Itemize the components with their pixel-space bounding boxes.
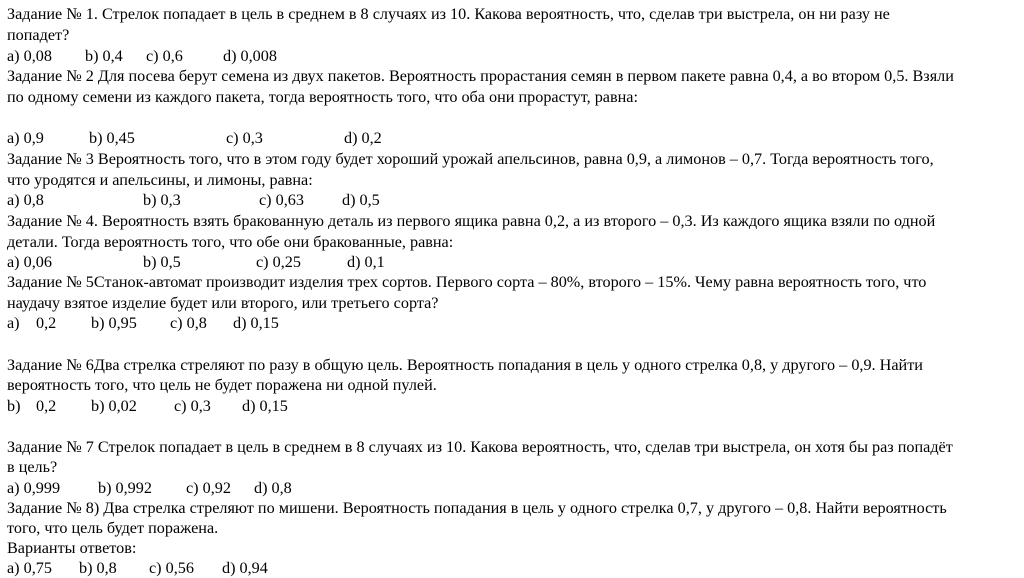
- task-3-option-d: d) 0,5: [342, 191, 380, 209]
- task-7-option-b: b) 0,992: [98, 479, 152, 497]
- task-6-option-a-value: 0,2: [36, 397, 57, 415]
- task-2-option-d: d) 0,2: [344, 129, 382, 147]
- task-8-question-line-1: Задание № 8) Два стрелка стреляют по мишени. Вероятность попадания в цель у одного стрелка 0,7, у другого – 0,8. Найти вероятность: [7, 499, 947, 517]
- task-7-option-c: c) 0,92: [186, 479, 231, 497]
- task-5-question-line-1: Задание № 5Станок-автомат производит изделия трех сортов. Первого сорта – 80%, второго – 15%. Чему равна вероятность того, что: [7, 273, 927, 291]
- task-6-option-b: b) 0,02: [91, 397, 137, 415]
- task-6-question-line-1: Задание № 6Два стрелка стреляют по разу в общую цель. Вероятность попадания в цель у одного стрелка 0,8, у другого – 0,9. Найти: [7, 356, 923, 374]
- task-5-option-a-value: 0,2: [36, 314, 57, 332]
- task-3-option-a: a) 0,8: [7, 191, 44, 209]
- task-5-option-a-label: a): [7, 314, 20, 332]
- task-6-option-d: d) 0,15: [242, 397, 288, 415]
- task-8-option-a: a) 0,75: [7, 559, 52, 577]
- task-3-option-c: c) 0,63: [259, 191, 304, 209]
- task-3-question-line-2: что уродятся и апельсины, и лимоны, равна:: [7, 171, 313, 189]
- task-4-option-a: a) 0,06: [7, 253, 52, 271]
- task-8-option-c: c) 0,56: [149, 559, 194, 577]
- task-6-question-line-2: вероятность того, что цель не будет поражена ни одной пулей.: [7, 376, 437, 394]
- task-5-option-d: d) 0,15: [233, 314, 279, 332]
- task-4-option-c: c) 0,25: [256, 253, 301, 271]
- task-4-option-b: b) 0,5: [143, 253, 181, 271]
- task-6-option-c: c) 0,3: [174, 397, 211, 415]
- task-1-option-c: c) 0,6: [146, 47, 183, 65]
- task-2-option-b: b) 0,45: [89, 129, 135, 147]
- task-8-answers-heading: Варианты ответов:: [7, 539, 137, 557]
- task-8-question-line-2: того, что цель будет поражена.: [7, 519, 219, 537]
- task-8-option-b: b) 0,8: [79, 559, 117, 577]
- task-5-option-c: c) 0,8: [170, 314, 207, 332]
- task-4-option-d: d) 0,1: [347, 253, 385, 271]
- task-2-question-line-2: по одному семени из каждого пакета, тогда вероятность того, что оба они прорастут, равна:: [7, 88, 638, 106]
- task-2-question-line-1: Задание № 2 Для посева берут семена из двух пакетов. Вероятность прорастания семян в первом пакете равна 0,4, а во втором 0,5. Взяли: [7, 67, 954, 85]
- task-6-option-a-label: b): [7, 397, 21, 415]
- task-1-question-line-2: попадет?: [7, 26, 70, 44]
- task-1-option-b: b) 0,4: [85, 47, 123, 65]
- task-8-option-d: d) 0,94: [222, 559, 268, 577]
- task-1-option-d: d) 0,008: [223, 47, 277, 65]
- task-2-option-c: c) 0,3: [226, 129, 263, 147]
- task-7-question-line-1: Задание № 7 Стрелок попадает в цель в среднем в 8 случаях из 10. Какова вероятность, что, сделав три выстрела, он хотя бы раз попадёт: [7, 438, 953, 456]
- task-1-option-a: a) 0,08: [7, 47, 52, 65]
- task-3-question-line-1: Задание № 3 Вероятность того, что в этом году будет хороший урожай апельсинов, равна 0,9, а лимонов – 0,7. Тогда вероятность того,: [7, 150, 934, 168]
- task-5-option-b: b) 0,95: [91, 314, 137, 332]
- task-7-option-d: d) 0,8: [254, 479, 292, 497]
- task-4-question-line-2: детали. Тогда вероятность того, что обе они бракованные, равна:: [7, 233, 454, 251]
- task-5-question-line-2: наудачу взятое изделие будет или второго, или третьего сорта?: [7, 294, 439, 312]
- task-7-option-a: a) 0,999: [7, 479, 61, 497]
- task-2-option-a: a) 0,9: [7, 129, 44, 147]
- task-1-question-line-1: Задание № 1. Стрелок попадает в цель в среднем в 8 случаях из 10. Какова вероятность, что, сделав три выстрела, он ни разу не: [7, 5, 890, 23]
- task-7-question-line-2: в цель?: [7, 458, 58, 476]
- task-3-option-b: b) 0,3: [143, 191, 181, 209]
- task-4-question-line-1: Задание № 4. Вероятность взять бракованную деталь из первого ящика равна 0,2, а из второго – 0,3. Из каждого ящика взяли по одной: [7, 212, 936, 230]
